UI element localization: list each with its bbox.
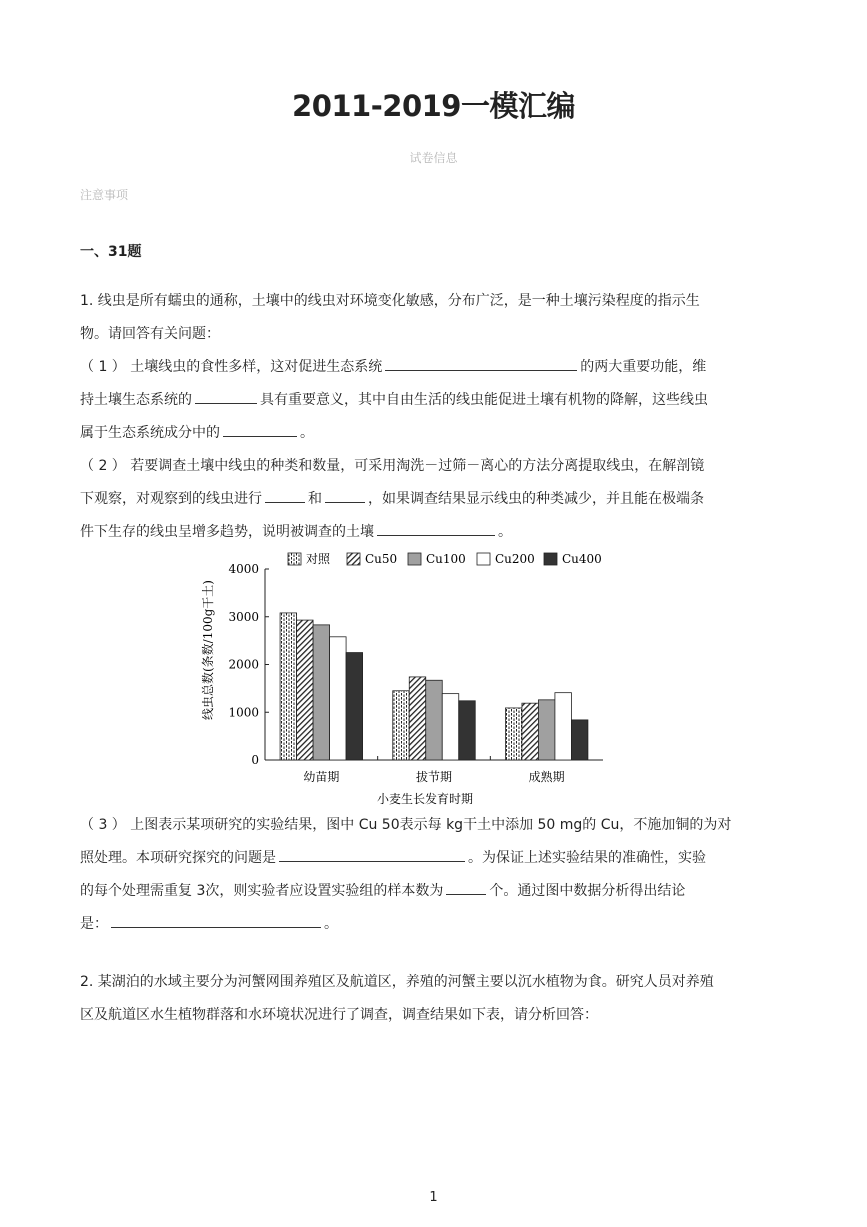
q2-line-2: 区及航道区水生植物群落和水环境状况进行了调查，调查结果如下表，请分析回答： (80, 1007, 598, 1023)
chart-bars (280, 613, 588, 760)
q1-part1-text: 具有重要意义，其中自由生活的线虫能促进土壤有机物的降解，这些线虫 (260, 392, 708, 408)
q1-part1-text: 属于生态系统成分中的 (80, 425, 220, 441)
document-title: 2011-2019一模汇编 (292, 89, 575, 123)
q1-part3-line-1: （ 3 ） 上图表示某项研究的实验结果，图中 Cu 50表示每 kg干土中添加 50 mg的 Cu，不施加铜的为对 (80, 817, 732, 833)
bar-Cu200 (330, 637, 347, 760)
q1-part2-text: 下观察，对观察到的线虫进行 (80, 491, 262, 507)
q1-part2-line-2 (80, 483, 805, 516)
q1-part1-text: （ 1 ） 土壤线虫的食性多样，这对促进生态系统 (80, 359, 383, 375)
bar-对照 (393, 691, 410, 760)
answer-blank[interactable] (223, 422, 297, 437)
q1-part2-text: ，如果调查结果显示线虫的种类减少，并且能在极端条 (368, 491, 704, 507)
q1-part2-line-1: （ 2 ） 若要调查土壤中线虫的种类和数量，可采用淘洗－过筛－离心的方法分离提取线虫，在解剖镜 (80, 458, 705, 474)
legend-swatch-Cu100 (408, 553, 421, 565)
legend-swatch-Cu50 (347, 553, 360, 565)
page-number: 1 (429, 1190, 438, 1205)
question-1-part-3 (80, 809, 805, 941)
q1-part1-text: 的两大重要功能，维 (580, 359, 707, 375)
bar-Cu50 (297, 620, 314, 760)
bar-Cu100 (313, 625, 330, 760)
nematode-bar-chart (190, 545, 620, 810)
answer-blank[interactable] (377, 521, 495, 536)
bar-Cu50 (409, 677, 426, 760)
q1-part3-text: 照处理。本项研究探究的问题是 (80, 850, 276, 866)
legend-label: Cu50 (365, 552, 398, 566)
y-tick-label: 0 (251, 753, 259, 767)
question-1 (80, 285, 805, 549)
bar-Cu400 (459, 701, 476, 760)
answer-blank[interactable] (279, 847, 465, 862)
bar-Cu100 (426, 680, 443, 760)
answer-blank[interactable] (195, 389, 257, 404)
x-tick-label: 拔节期 (415, 770, 453, 784)
chart-x-axis-label: 小麦生长发育时期 (376, 792, 474, 806)
q1-part3-line-3 (80, 875, 805, 908)
bar-Cu200 (442, 694, 459, 760)
section-heading: 一、31题 (80, 244, 142, 260)
q1-intro-line-2: 物。请回答有关问题： (80, 326, 220, 342)
q1-part3-line-2 (80, 842, 805, 875)
chart-legend (288, 551, 602, 566)
legend-swatch-Cu200 (477, 553, 490, 565)
q1-part3-text: 的每个处理需重复 3次，则实验者应设置实验组的样本数为 (80, 883, 444, 899)
bar-对照 (280, 613, 297, 760)
legend-label: 对照 (306, 552, 331, 566)
question-2 (80, 966, 805, 1032)
exam-info-label: 试卷信息 (409, 151, 458, 165)
q1-part1-line-3 (80, 417, 805, 450)
bar-Cu200 (555, 693, 572, 760)
q1-part3-text: 是： (80, 916, 108, 932)
bar-Cu400 (571, 720, 588, 760)
answer-blank[interactable] (446, 880, 486, 895)
x-tick-label: 幼苗期 (303, 770, 340, 784)
q1-part1-text: 持土壤生态系统的 (80, 392, 192, 408)
bar-Cu100 (538, 700, 555, 760)
q1-part1-line-1 (80, 351, 805, 384)
chart-y-axis-label: 线虫总数(条数/100g干土) (201, 580, 215, 720)
q1-part1-text: 。 (300, 425, 314, 441)
legend-label: Cu400 (562, 552, 602, 566)
answer-blank[interactable] (325, 488, 365, 503)
legend-swatch-对照 (288, 553, 301, 565)
q1-part1-line-2 (80, 384, 805, 417)
q1-part2-text: 和 (308, 491, 322, 507)
legend-label: Cu100 (426, 552, 466, 566)
q1-part3-line-4 (80, 908, 805, 941)
bar-对照 (505, 708, 521, 760)
bar-Cu400 (346, 653, 363, 760)
y-tick-label: 1000 (228, 705, 259, 720)
answer-blank[interactable] (265, 488, 305, 503)
q2-line-1: 2. 某湖泊的水域主要分为河蟹网围养殖区及航道区，养殖的河蟹主要以沉水植物为食。研究人员对养殖 (80, 974, 714, 990)
legend-swatch-Cu400 (544, 553, 557, 565)
q1-part3-text: 。为保证上述实验结果的准确性，实验 (468, 850, 706, 866)
q1-part2-text: 件下生存的线虫呈增多趋势，说明被调查的土壤 (80, 524, 374, 540)
bar-Cu50 (522, 703, 539, 760)
y-tick-label: 4000 (228, 562, 259, 576)
answer-blank[interactable] (111, 913, 321, 928)
x-tick-label: 成熟期 (528, 770, 565, 784)
notice-label: 注意事项 (80, 188, 129, 202)
legend-label: Cu200 (495, 552, 535, 566)
y-tick-label: 2000 (228, 657, 259, 672)
y-tick-label: 3000 (228, 609, 259, 624)
q1-intro-line-1: 1. 线虫是所有蠕虫的通称，土壤中的线虫对环境变化敏感，分布广泛，是一种土壤污染程度的指示生 (80, 293, 700, 309)
answer-blank[interactable] (385, 356, 577, 371)
q1-part3-text: 。 (324, 916, 338, 932)
q1-part3-text: 个。通过图中数据分析得出结论 (489, 883, 686, 899)
q1-part2-text: 。 (498, 524, 512, 540)
